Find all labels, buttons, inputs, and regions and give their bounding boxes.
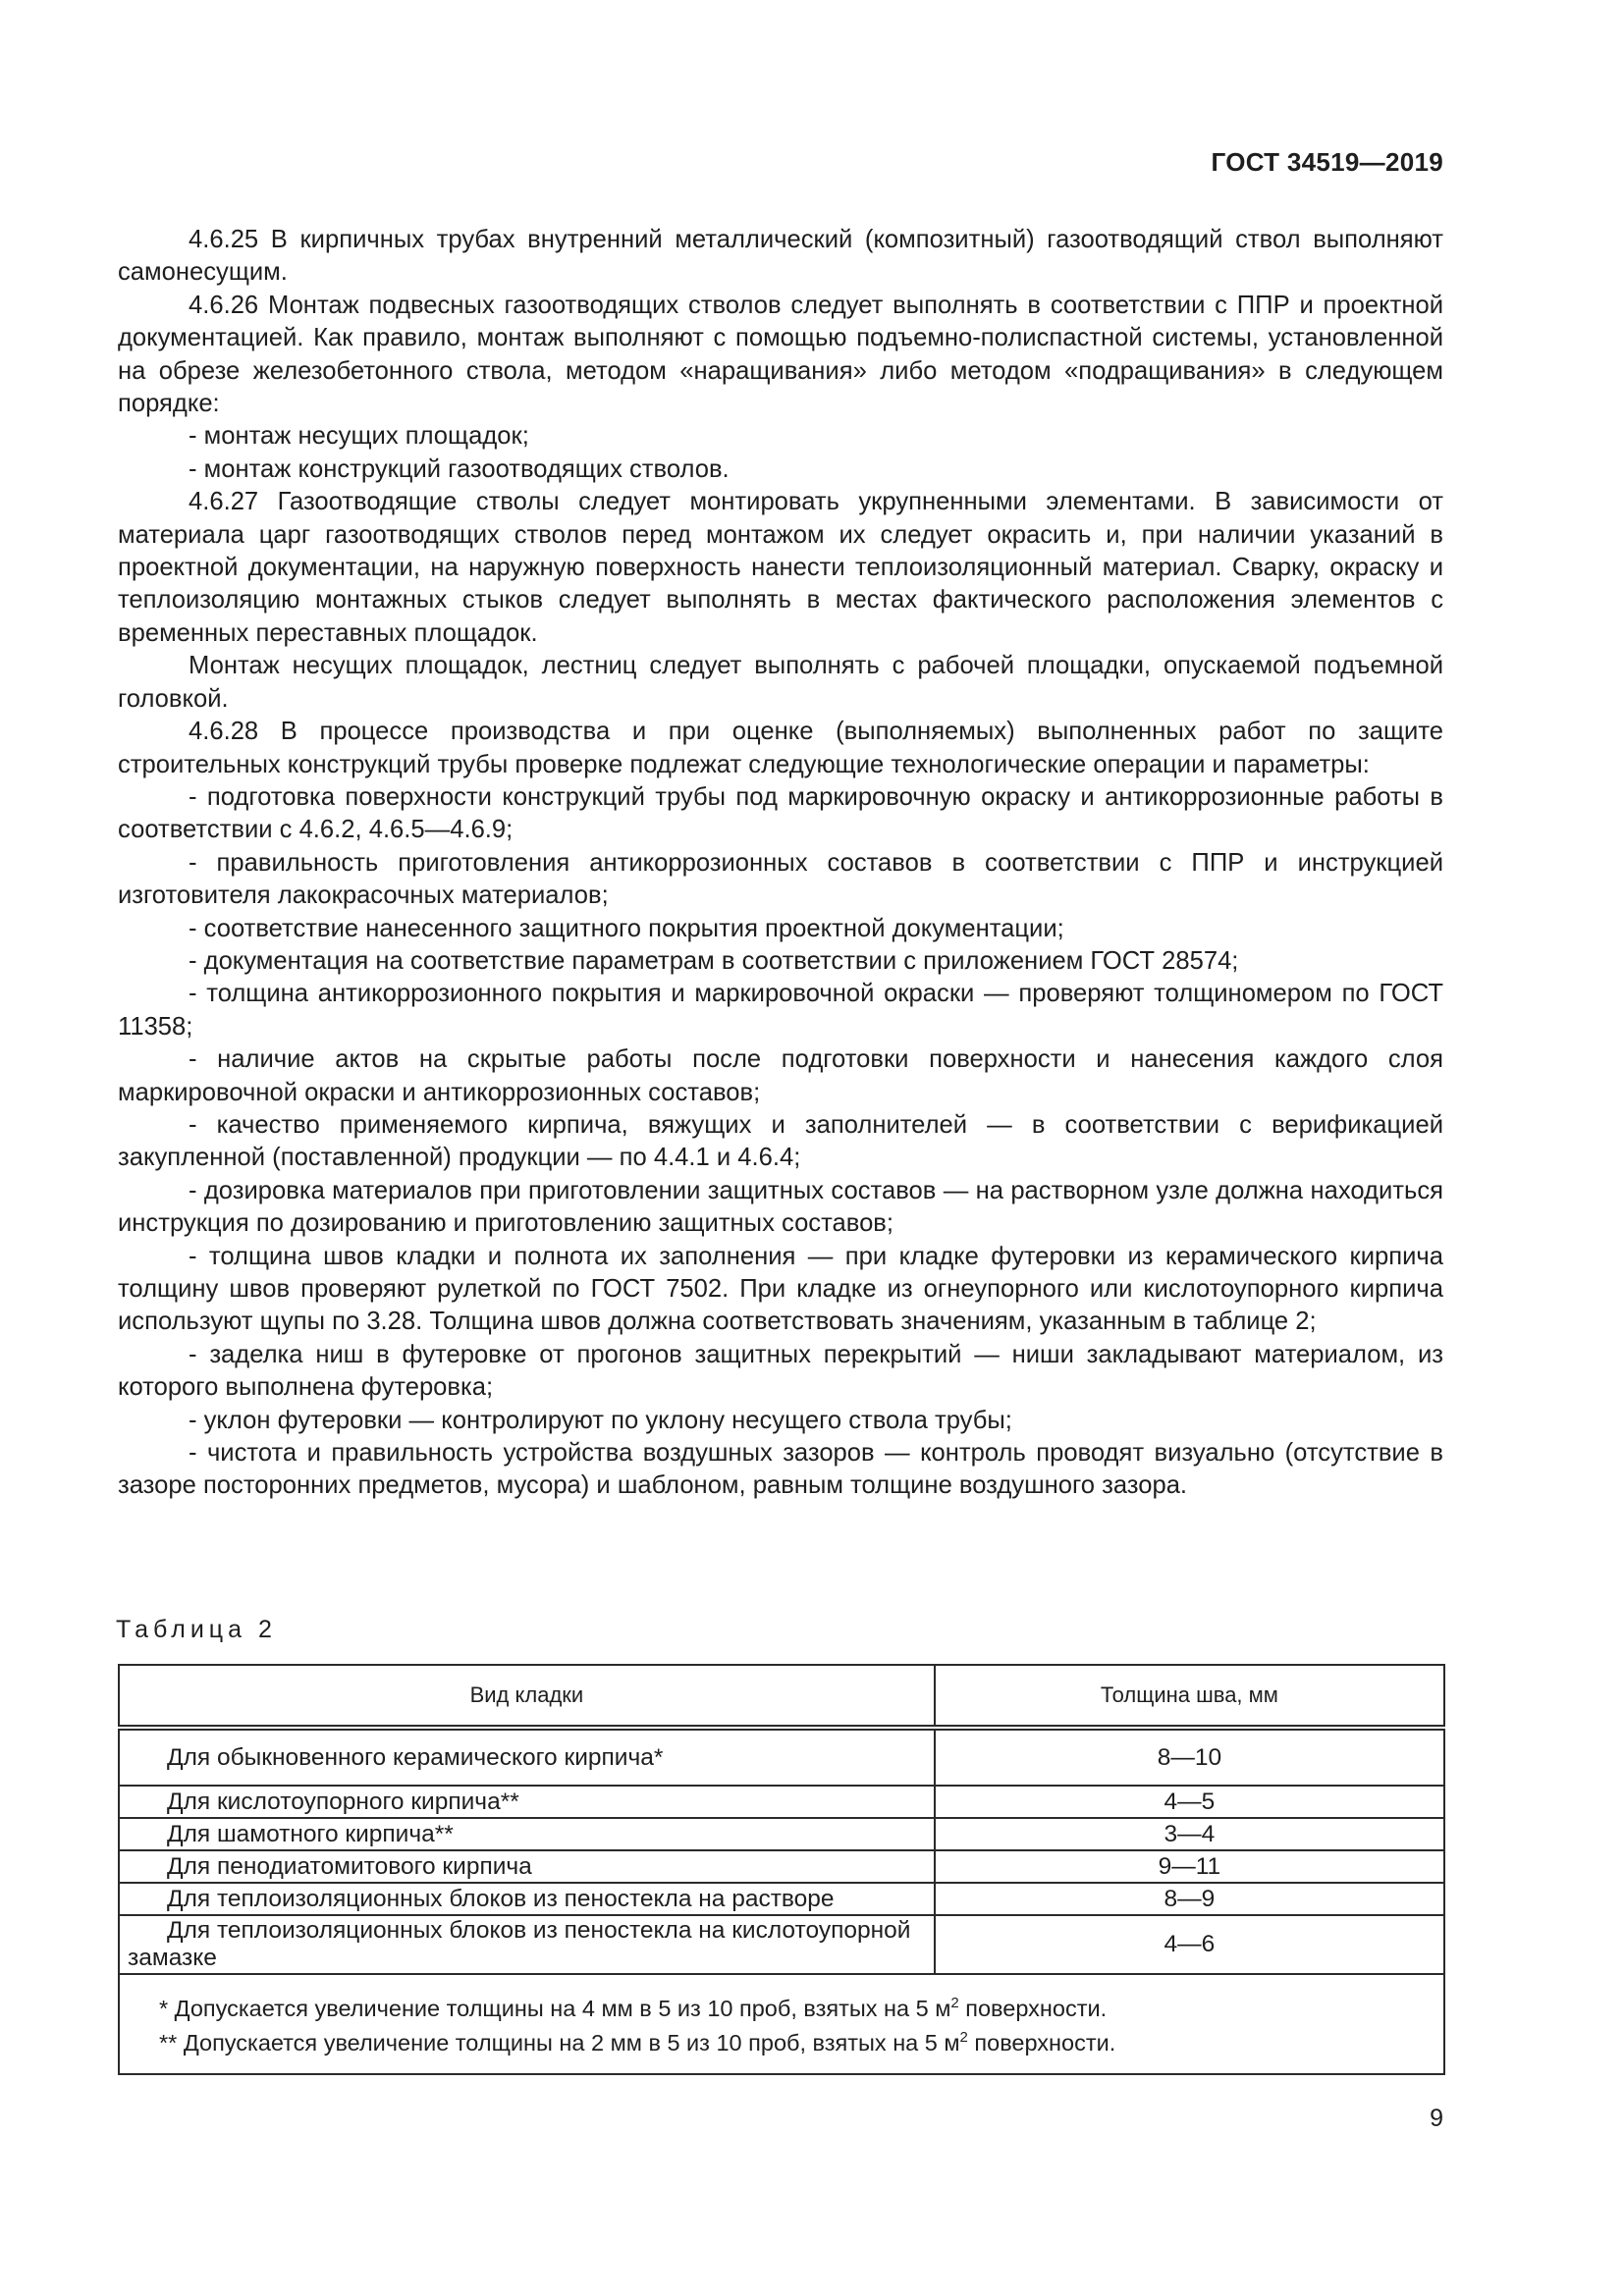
page-number: 9 <box>1430 2105 1443 2132</box>
list-item: - чистота и правильность устройства воздушных зазоров — контроль проводят визуально (отсутствие в зазоре посторонних предметов, мусора) и шаблоном, равным толщине воздушного зазора. <box>118 1439 1443 1500</box>
paragraph: 4.6.26 Монтаж подвесных газоотводящих стволов следует выполнять в соответствии с ППР и проектной документацией. Как правило, монтаж выполняют с помощью подъемно-полиспастной системы, установленной на обрезе железобетонного ствола, методом «наращивания» либо методом «подращивания» в следующем порядке: <box>118 291 1443 418</box>
table-caption: Таблица 2 <box>116 1616 277 1643</box>
column-header-joint-thickness: Толщина шва, мм <box>935 1665 1444 1728</box>
table-notes-row <box>119 1974 1444 2074</box>
table-row <box>119 1850 1444 1883</box>
table-note: * Допускается увеличение толщины на 4 мм в 5 из 10 проб, взятых на 5 $м^2$ поверхности. <box>159 1995 1108 2021</box>
table-header-row <box>119 1665 1444 1728</box>
list-item: - правильность приготовления антикоррозионных составов в соответствии с ППР и инструкцией изготовителя лакокрасочных материалов; <box>118 848 1443 910</box>
list-item: - монтаж конструкций газоотводящих стволов. <box>189 454 730 483</box>
list-item: - уклон футеровки — контролируют по уклону несущего ствола трубы; <box>189 1406 1012 1434</box>
paragraph: 4.6.27 Газоотводящие стволы следует монтировать укрупненными элементами. В зависимости от материала царг газоотводящих стволов перед монтажом их следует окрасить и, при наличии указаний в проектной документации, на наружную поверхность нанести теплоизоляционный материал. Сварку, окраску и теплоизоляцию монтажных стыков следует выполнять в местах фактического расположения элементов с временных переставных площадок. <box>118 488 1443 647</box>
paragraph: 4.6.25 В кирпичных трубах внутренний металлический (композитный) газоотводящий ствол выполняют самонесущим. <box>118 226 1443 287</box>
masonry-type-cell: Для кислотоупорного кирпича** <box>119 1786 935 1818</box>
document-code: ГОСТ 34519—2019 <box>1211 147 1443 177</box>
list-item: - толщина швов кладки и полнота их заполнения — при кладке футеровки из керамического кирпича толщину швов проверяют рулеткой по ГОСТ 7502. При кладке из огнеупорного или кислотоупорного кирпича используют щупы по 3.28. Толщина швов должна соответствовать значениям, указанным в таблице 2; <box>118 1242 1443 1336</box>
list-item: - документация на соответствие параметрам в соответствии с приложением ГОСТ 28574; <box>189 946 1239 975</box>
table-row <box>119 1818 1444 1850</box>
list-item: - подготовка поверхности конструкций трубы под маркировочную окраску и антикоррозионные работы в соответствии с 4.6.2, 4.6.5—4.6.9; <box>118 782 1443 844</box>
list-item: - заделка ниш в футеровке от прогонов защитных перекрытий — ниши закладывают материалом, из которого выполнена футеровка; <box>118 1340 1443 1402</box>
masonry-type-cell: Для теплоизоляционных блоков из пеностекла на кислотоупорной замазке <box>119 1915 935 1974</box>
list-item: - наличие актов на скрытые работы после подготовки поверхности и нанесения каждого слоя маркировочной окраски и антикоррозионных составов; <box>118 1045 1443 1106</box>
table-notes <box>119 1974 1444 2074</box>
list-item: - дозировка материалов при приготовлении защитных составов — на растворном узле должна находиться инструкция по дозированию и приготовлению защитных составов; <box>118 1176 1443 1238</box>
joint-thickness-cell: 4—5 <box>935 1786 1444 1818</box>
list-item: - качество применяемого кирпича, вяжущих и заполнителей — в соответствии с верификацией закупленной (поставленной) продукции — по 4.4.1 и 4.6.4; <box>118 1110 1443 1172</box>
joint-thickness-cell: 3—4 <box>935 1818 1444 1850</box>
body-text <box>118 224 1443 1503</box>
joint-thickness-cell: 8—9 <box>935 1883 1444 1915</box>
list-item: - толщина антикоррозионного покрытия и маркировочной окраски — проверяют толщиномером по ГОСТ 11358; <box>118 980 1443 1041</box>
list-item: - соответствие нанесенного защитного покрытия проектной документации; <box>189 914 1064 942</box>
table-row <box>119 1883 1444 1915</box>
table-note: ** Допускается увеличение толщины на 2 мм в 5 из 10 проб, взятых на 5 $м^2$ поверхности. <box>159 2028 1116 2056</box>
list-item: - монтаж несущих площадок; <box>189 422 529 451</box>
joint-thickness-cell: 4—6 <box>935 1915 1444 1974</box>
masonry-type-cell: Для обыкновенного керамического кирпича* <box>119 1728 935 1786</box>
paragraph: Монтаж несущих площадок, лестниц следует выполнять с рабочей площадки, опускаемой подъемной головкой. <box>118 652 1443 713</box>
column-header-masonry-type: Вид кладки <box>119 1665 935 1728</box>
joint-thickness-cell: 8—10 <box>935 1728 1444 1786</box>
table-row <box>119 1786 1444 1818</box>
masonry-type-cell: Для пенодиатомитового кирпича <box>119 1850 935 1883</box>
paragraph: 4.6.28 В процессе производства и при оценке (выполняемых) выполненных работ по защите строительных конструкций трубы проверке подлежат следующие технологические операции и параметры: <box>118 718 1443 778</box>
joint-thickness-table <box>118 1664 1445 2075</box>
table-row <box>119 1915 1444 1974</box>
masonry-type-cell: Для шамотного кирпича** <box>119 1818 935 1850</box>
masonry-type-cell: Для теплоизоляционных блоков из пеностекла на растворе <box>119 1883 935 1915</box>
table-row <box>119 1728 1444 1786</box>
joint-thickness-cell: 9—11 <box>935 1850 1444 1883</box>
